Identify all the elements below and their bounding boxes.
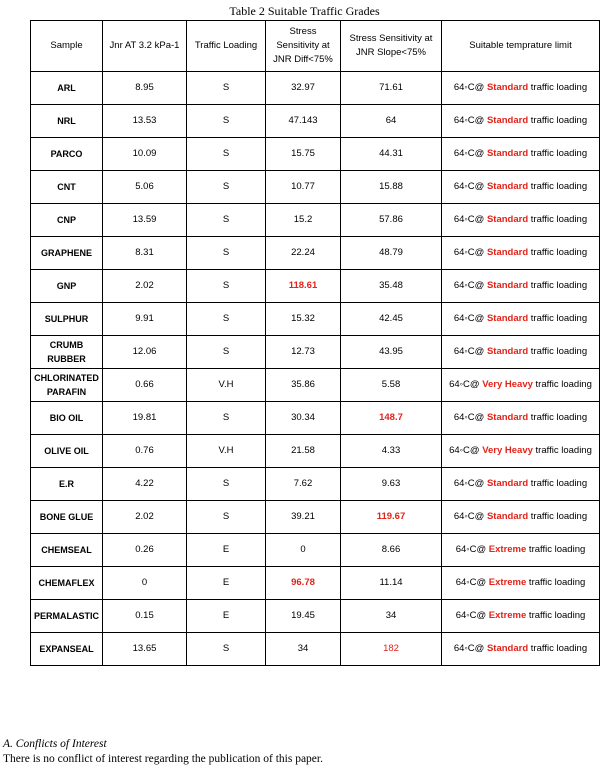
limit-prefix: 64◦C@ [453,412,487,423]
cell-temperature-limit [442,105,600,138]
limit-suffix: traffic loading [528,181,588,192]
limit-grade: Standard [486,181,529,192]
cell-stress-slope: 64 [341,105,442,138]
traffic-grades-table [30,20,600,666]
cell-jnr: 8.95 [103,72,187,105]
limit-suffix: traffic loading [528,346,588,357]
table-header-row [31,21,600,72]
limit-prefix: 64◦C@ [453,280,487,291]
cell-sample: CNP [31,204,103,237]
limit-suffix: traffic loading [532,379,592,390]
cell-stress-diff: 10.77 [266,171,341,204]
cell-sample: CHEMAFLEX [31,567,103,600]
limit-grade: Standard [486,214,529,225]
cell-temperature-limit [442,237,600,270]
cell-traffic-loading: V.H [187,435,266,468]
table-row [31,534,600,567]
cell-sample: CHEMSEAL [31,534,103,567]
limit-prefix: 64◦C@ [455,544,489,555]
table-row [31,435,600,468]
limit-prefix: 64◦C@ [453,148,487,159]
limit-grade: Standard [486,82,529,93]
limit-suffix: traffic loading [528,115,588,126]
cell-stress-slope: 148.7 [341,402,442,435]
section-text: There is no conflict of interest regarding the publication of this paper. [3,753,323,765]
limit-grade: Standard [486,346,529,357]
cell-temperature-limit [442,600,600,633]
limit-prefix: 64◦C@ [455,577,489,588]
limit-suffix: traffic loading [528,478,588,489]
cell-temperature-limit [442,303,600,336]
cell-stress-slope: 9.63 [341,468,442,501]
cell-traffic-loading: E [187,567,266,600]
cell-stress-diff: 34 [266,633,341,666]
table-row [31,72,600,105]
cell-traffic-loading: S [187,633,266,666]
cell-sample: BONE GLUE [31,501,103,534]
cell-stress-diff: 35.86 [266,369,341,402]
cell-traffic-loading: S [187,402,266,435]
table-row [31,171,600,204]
cell-sample: SULPHUR [31,303,103,336]
table-row [31,567,600,600]
limit-suffix: traffic loading [532,445,592,456]
cell-sample: E.R [31,468,103,501]
limit-prefix: 64◦C@ [453,478,487,489]
cell-sample: GRAPHENE [31,237,103,270]
cell-traffic-loading: S [187,303,266,336]
limit-prefix: 64◦C@ [453,643,487,654]
cell-jnr: 8.31 [103,237,187,270]
cell-traffic-loading: E [187,600,266,633]
cell-stress-diff: 39.21 [266,501,341,534]
cell-temperature-limit [442,501,600,534]
cell-traffic-loading: S [187,336,266,369]
cell-jnr: 0.66 [103,369,187,402]
header-temperature-limit: Suitable temprature limit [442,21,600,72]
cell-stress-diff: 32.97 [266,72,341,105]
cell-sample: PARCO [31,138,103,171]
cell-stress-slope: 42.45 [341,303,442,336]
limit-prefix: 64◦C@ [455,610,489,621]
table-body [31,72,600,666]
cell-traffic-loading: S [187,237,266,270]
cell-jnr: 2.02 [103,501,187,534]
header-sample: Sample [31,21,103,72]
limit-grade: Extreme [488,610,527,621]
cell-temperature-limit [442,336,600,369]
cell-stress-slope: 8.66 [341,534,442,567]
limit-suffix: traffic loading [526,544,586,555]
limit-grade: Standard [486,643,529,654]
limit-prefix: 64◦C@ [453,247,487,258]
cell-sample: ARL [31,72,103,105]
cell-temperature-limit [442,270,600,303]
limit-suffix: traffic loading [526,577,586,588]
cell-jnr: 0.76 [103,435,187,468]
cell-temperature-limit [442,171,600,204]
cell-jnr: 0 [103,567,187,600]
table-row [31,402,600,435]
table-row [31,336,600,369]
limit-suffix: traffic loading [528,214,588,225]
cell-jnr: 10.09 [103,138,187,171]
cell-stress-slope: 4.33 [341,435,442,468]
cell-temperature-limit [442,204,600,237]
cell-traffic-loading: E [187,534,266,567]
limit-grade: Standard [486,511,529,522]
cell-jnr: 2.02 [103,270,187,303]
cell-temperature-limit [442,534,600,567]
cell-stress-diff: 7.62 [266,468,341,501]
cell-stress-slope: 11.14 [341,567,442,600]
limit-prefix: 64◦C@ [453,346,487,357]
table-row [31,468,600,501]
header-traffic-loading: Traffic Loading [187,21,266,72]
cell-temperature-limit [442,369,600,402]
cell-stress-diff: 96.78 [266,567,341,600]
cell-traffic-loading: S [187,171,266,204]
table-row [31,105,600,138]
cell-stress-diff: 15.75 [266,138,341,171]
cell-stress-slope: 15.88 [341,171,442,204]
cell-stress-slope: 71.61 [341,72,442,105]
cell-stress-diff: 15.32 [266,303,341,336]
cell-sample: CHLORINATED PARAFIN [31,369,103,402]
cell-stress-diff: 30.34 [266,402,341,435]
limit-grade: Standard [486,280,529,291]
cell-stress-diff: 21.58 [266,435,341,468]
limit-suffix: traffic loading [528,412,588,423]
limit-grade: Very Heavy [482,379,533,390]
limit-grade: Standard [486,247,529,258]
table-row [31,270,600,303]
cell-jnr: 5.06 [103,171,187,204]
cell-sample: EXPANSEAL [31,633,103,666]
cell-temperature-limit [442,402,600,435]
cell-stress-diff: 19.45 [266,600,341,633]
limit-grade: Very Heavy [482,445,533,456]
limit-grade: Standard [486,148,529,159]
cell-stress-slope: 182 [341,633,442,666]
cell-stress-diff: 12.73 [266,336,341,369]
limit-suffix: traffic loading [528,511,588,522]
cell-jnr: 12.06 [103,336,187,369]
limit-prefix: 64◦C@ [453,511,487,522]
table-row [31,303,600,336]
table-row [31,633,600,666]
limit-prefix: 64◦C@ [453,115,487,126]
table-row [31,138,600,171]
limit-suffix: traffic loading [528,280,588,291]
limit-grade: Standard [486,313,529,324]
cell-jnr: 13.53 [103,105,187,138]
header-stress-slope: Stress Sensitivity at JNR Slope<75% [341,21,442,72]
limit-suffix: traffic loading [528,247,588,258]
table-row [31,501,600,534]
table-row [31,237,600,270]
cell-traffic-loading: V.H [187,369,266,402]
cell-stress-diff: 118.61 [266,270,341,303]
limit-grade: Extreme [488,544,527,555]
cell-sample: CRUMB RUBBER [31,336,103,369]
cell-sample: PERMALASTIC [31,600,103,633]
limit-grade: Standard [486,412,529,423]
cell-sample: NRL [31,105,103,138]
cell-traffic-loading: S [187,105,266,138]
cell-jnr: 9.91 [103,303,187,336]
cell-stress-slope: 44.31 [341,138,442,171]
cell-stress-diff: 47.143 [266,105,341,138]
limit-suffix: traffic loading [528,643,588,654]
cell-jnr: 19.81 [103,402,187,435]
cell-stress-diff: 15.2 [266,204,341,237]
section-heading: A. Conflicts of Interest [3,738,107,750]
cell-stress-slope: 57.86 [341,204,442,237]
header-stress-diff: Stress Sensitivity at JNR Diff<75% [266,21,341,72]
cell-traffic-loading: S [187,270,266,303]
cell-stress-slope: 35.48 [341,270,442,303]
cell-jnr: 0.15 [103,600,187,633]
cell-stress-slope: 43.95 [341,336,442,369]
table-row [31,600,600,633]
cell-stress-diff: 22.24 [266,237,341,270]
cell-traffic-loading: S [187,204,266,237]
limit-grade: Standard [486,478,529,489]
limit-suffix: traffic loading [528,313,588,324]
limit-prefix: 64◦C@ [453,82,487,93]
cell-traffic-loading: S [187,138,266,171]
cell-sample: GNP [31,270,103,303]
cell-temperature-limit [442,138,600,171]
cell-stress-slope: 119.67 [341,501,442,534]
limit-suffix: traffic loading [528,82,588,93]
limit-prefix: 64◦C@ [453,181,487,192]
cell-stress-slope: 5.58 [341,369,442,402]
header-jnr: Jnr AT 3.2 kPa-1 [103,21,187,72]
cell-jnr: 13.59 [103,204,187,237]
limit-prefix: 64◦C@ [449,445,483,456]
cell-traffic-loading: S [187,501,266,534]
cell-stress-slope: 48.79 [341,237,442,270]
limit-prefix: 64◦C@ [453,313,487,324]
limit-suffix: traffic loading [528,148,588,159]
cell-traffic-loading: S [187,468,266,501]
cell-stress-diff: 0 [266,534,341,567]
limit-prefix: 64◦C@ [453,214,487,225]
cell-temperature-limit [442,435,600,468]
limit-prefix: 64◦C@ [449,379,483,390]
limit-suffix: traffic loading [526,610,586,621]
table-row [31,369,600,402]
cell-jnr: 13.65 [103,633,187,666]
cell-temperature-limit [442,468,600,501]
cell-sample: BIO OIL [31,402,103,435]
cell-temperature-limit [442,72,600,105]
cell-sample: OLIVE OIL [31,435,103,468]
limit-grade: Standard [486,115,529,126]
limit-grade: Extreme [488,577,527,588]
cell-traffic-loading: S [187,72,266,105]
cell-jnr: 0.26 [103,534,187,567]
table-row [31,204,600,237]
cell-temperature-limit [442,567,600,600]
cell-jnr: 4.22 [103,468,187,501]
cell-sample: CNT [31,171,103,204]
cell-stress-slope: 34 [341,600,442,633]
cell-temperature-limit [442,633,600,666]
table-caption: Table 2 Suitable Traffic Grades [229,4,380,18]
